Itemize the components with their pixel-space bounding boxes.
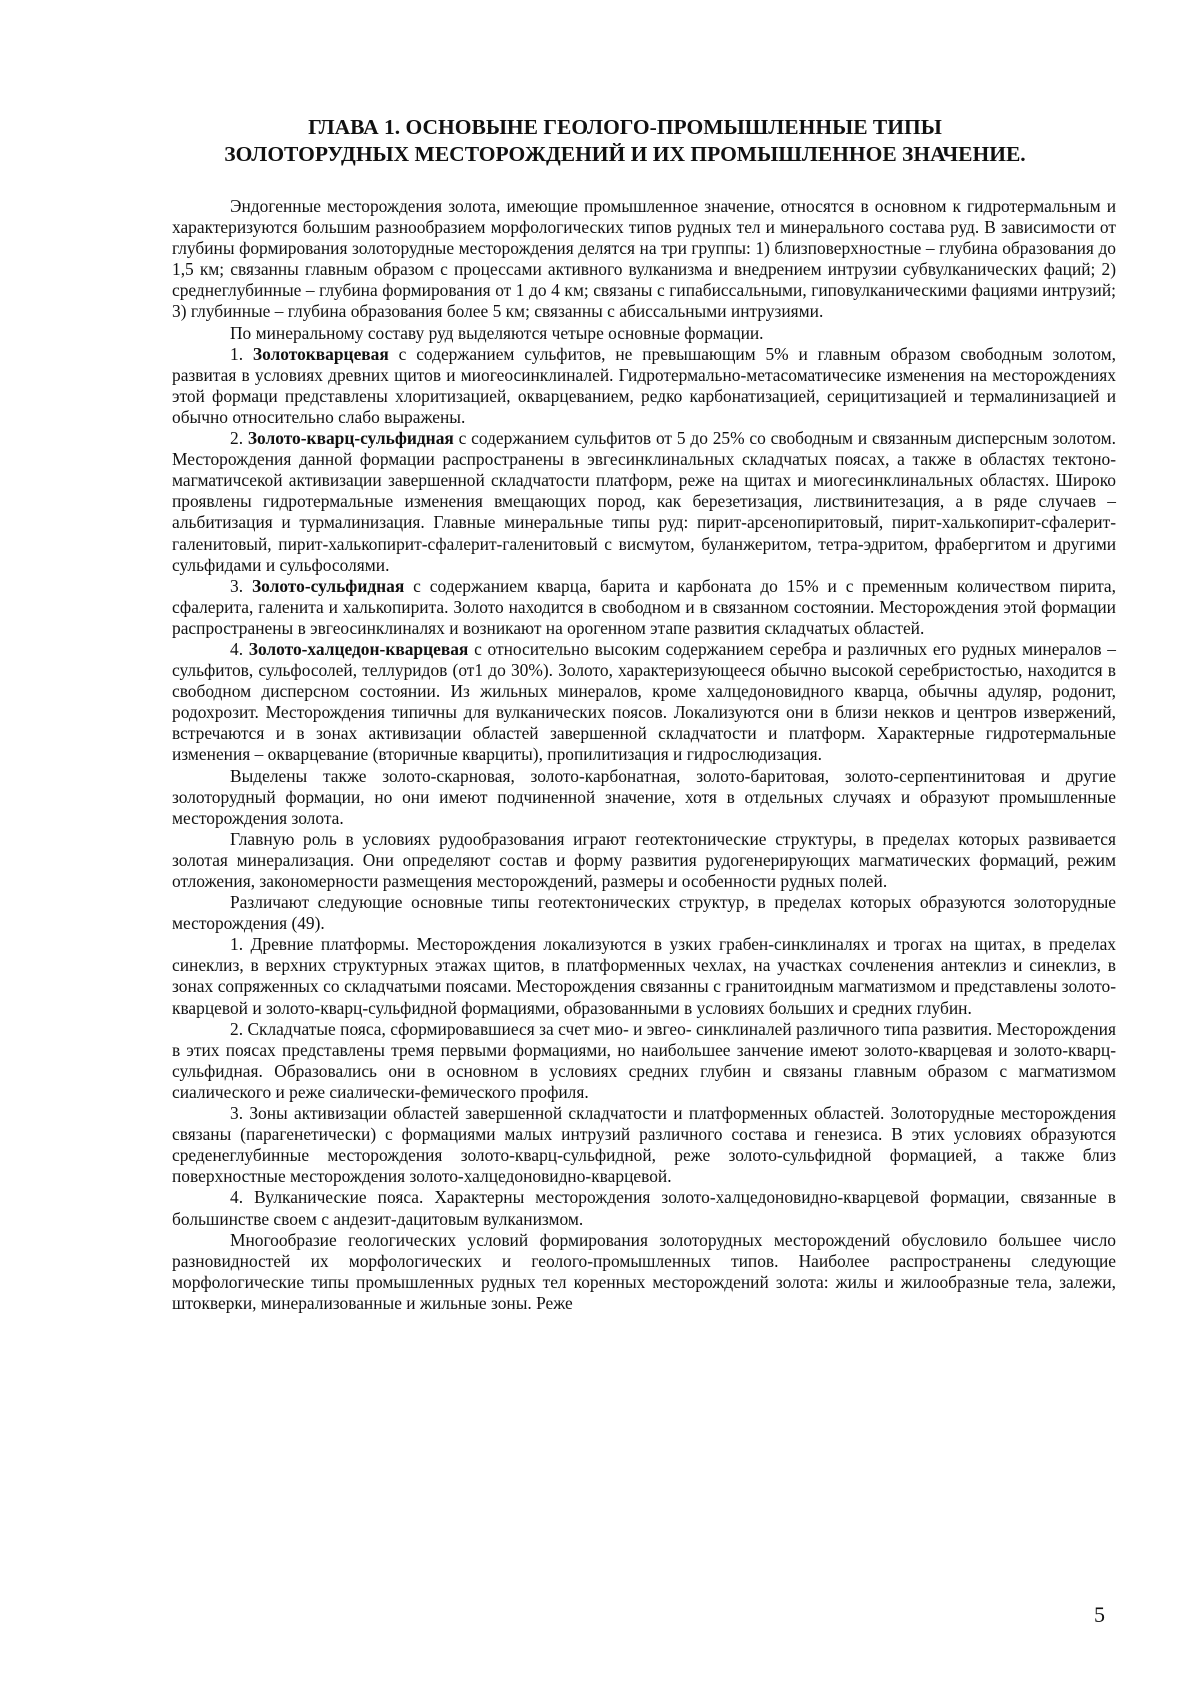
paragraph-6: [172, 639, 1116, 766]
paragraph-3: [172, 344, 1116, 428]
list-number: 2.: [230, 428, 248, 449]
paragraph-9: Различают следующие основные типы геотектонических структур, в пределах которых образуются золоторудные месторождения (49).: [172, 892, 1116, 934]
chapter-title-line-1: ГЛАВА 1. ОСНОВЫНЕ ГЕОЛОГО-ПРОМЫШЛЕННЫЕ ТИПЫ: [308, 115, 942, 139]
body-text: [172, 196, 1116, 1314]
chapter-title-line-2: ЗОЛОТОРУДНЫХ МЕСТОРОЖДЕНИЙ И ИХ ПРОМЫШЛЕННОЕ ЗНАЧЕНИЕ.: [224, 142, 1026, 166]
formation-name: Золото-халцедон-кварцевая: [248, 638, 469, 659]
page-number: 5: [1094, 1602, 1105, 1627]
paragraph-13: 4. Вулканические пояса. Характерны месторождения золото-халцедоновидно-кварцевой формации, связанные в большинстве своем с андезит-дацитовым вулканизмом.: [172, 1187, 1116, 1229]
paragraph-7: Выделены также золото-скарновая, золото-карбонатная, золото-баритовая, золото-серпентинитовая и другие золоторудный формации, но они имеют подчиненной значение, хотя в отдельных случаях и образуют промышленные месторождения золота.: [172, 765, 1116, 828]
paragraph-14: Многообразие геологических условий формирования золоторудных месторождений обусловило большее число разновидностей их морфологических и геолого-промышленных типов. Наиболее распространены следующие морфологические типы промышленных рудных тел коренных месторождений золота: жилы и жилообразные тела, залежи, штокверки, минерализованные и жильные зоны. Реже: [172, 1229, 1116, 1313]
formation-name: Золото-сульфидная: [251, 575, 405, 596]
formation-name: Золотокварцевая: [252, 343, 389, 364]
paragraph-4: [172, 428, 1116, 576]
paragraph-5: [172, 576, 1116, 639]
paragraph-8: Главную роль в условиях рудообразования играют геотектонические структуры, в пределах которых развивается золотая минерализация. Они определяют состав и форму развития рудогенерирующих магматических формаций, режим отложения, закономерности размещения месторождений, размеры и особенности рудных полей.: [172, 828, 1116, 891]
paragraph-text: с содержанием сульфитов, не превышающим 5% и главным образом свободным золотом, развитая в условиях древних щитов и миогеосинклиналей. Гидротермально-метасоматичесике изменения на месторождениях этой формаци представлены хлоритизацией, окварцеванием, редко карбонатизацией, серицитизацией и термалинизацией и обычно относительно слабо выражены.: [172, 343, 1116, 427]
paragraph-12: 3. Зоны активизации областей завершенной складчатости и платформенных областей. Золоторудные месторождения связаны (парагенетически) с формациями малых интрузий различного состава и генезиса. В этих условиях образуются среденеглубинные месторождения золото-кварц-сульфидной, реже золото-сульфидной формацией, а также близ поверхностные месторождения золото-халцедоновидно-кварцевой.: [172, 1103, 1116, 1187]
paragraph-10: 1. Древние платформы. Месторождения локализуются в узких грабен-синклиналях и трогах на щитах, в пределах синеклиз, в верхних структурных этажах щитов, в платформенных чехлах, на участках сочленения антеклиз и синеклиз, в зонах сопряженных со складчатыми поясами. Месторождения связанны с гранитоидным магматизмом и представлены золото-кварцевой и золото-кварц-сульфидной формациями, образованными в условиях больших и средних глубин.: [172, 934, 1116, 1018]
paragraph-2: По минеральному составу руд выделяются четыре основные формации.: [230, 322, 764, 343]
paragraph-text: с содержанием кварца, барита и карбоната до 15% и с пременным количеством пирита, сфалерита, галенита и халькопирита. Золото находится в свободном и в связанном состоянии. Месторождения этой формации распространены в эвгеосинклиналях и возникают на орогенном этапе развития складчатых областей.: [172, 575, 1117, 638]
paragraph-text: с содержанием сульфитов от 5 до 25% со свободным и связанным дисперсным золотом. Месторождения данной формации распространены в эвгесинклинальных складчатых поясах, а также в областях тектоно-магматичсекой активизации завершенной складчатости платформ, реже на щитах и миогесинклинальных областях. Широко проявлены гидротермальные изменения вмещающих пород, как березетизация, листвинитезация, а в ряде случаев – альбитизация и турмалинизация. Главные минеральные типы руд: пирит-арсенопиритовый, пирит-халькопирит-сфалерит-галенитовый, пирит-халькопирит-сфалерит-галенитовый с висмутом, буланжеритом, тетра-эдритом, фрабергитом и другими сульфидами и сульфосолями.: [172, 428, 1117, 575]
chapter-title: [150, 114, 1100, 168]
list-number: 4.: [230, 638, 249, 659]
list-number: 3.: [230, 575, 252, 596]
formation-name: Золото-кварц-сульфидная: [247, 428, 454, 449]
paragraph-text: с относительно высоким содержанием серебра и различных его рудных минералов – сульфитов, сульфосолей, теллуридов (от1 до 30%). Золото, характеризующееся обычно высокой серебристостью, находится в свободном дисперсном состоянии. Из жильных минералов, кроме халцедоновидного кварца, обычны адуляр, родонит, родохрозит. Месторождения типичны для вулканических поясов. Локализуются они в близи некков и центров извержений, встречаются и в зонах активизации областей завершенной складчатости и платформ. Характерные гидротермальные изменения – окварцевание (вторичные кварциты), пропилитизация и гидрослюдизация.: [172, 638, 1116, 765]
paragraph-11: 2. Складчатые пояса, сформировавшиеся за счет мио- и эвгео- синклиналей различного типа развития. Месторождения в этих поясах представлены тремя первыми формациями, но наибольшее занчение имеют золото-кварцевая и золото-кварц-сульфидная. Образовались они в основном в условиях средних глубин и связаны главным образом с магматизмом сиалического и реже сиалически-фемического профиля.: [172, 1018, 1116, 1102]
paragraph-1: Эндогенные месторождения золота, имеющие промышленное значение, относятся в основном к гидротермальным и характеризуются большим разнообразием морфологических типов рудных тел и минерального состава руд. В зависимости от глубины формирования золоторудные месторождения делятся на три группы: 1) близповерхностные – глубина образования до 1,5 км; связанны главным образом с процессами активного вулканизма и внедрением интрузии субвулканических фаций; 2) среднеглубинные – глубина формирования от 1 до 4 км; связаны с гипабиссальными, гиповулканическими фациями интрузий; 3) глубинные – глубина образования более 5 км; связанны с абиссальными интрузиями.: [172, 196, 1116, 322]
list-number: 1.: [230, 343, 253, 364]
